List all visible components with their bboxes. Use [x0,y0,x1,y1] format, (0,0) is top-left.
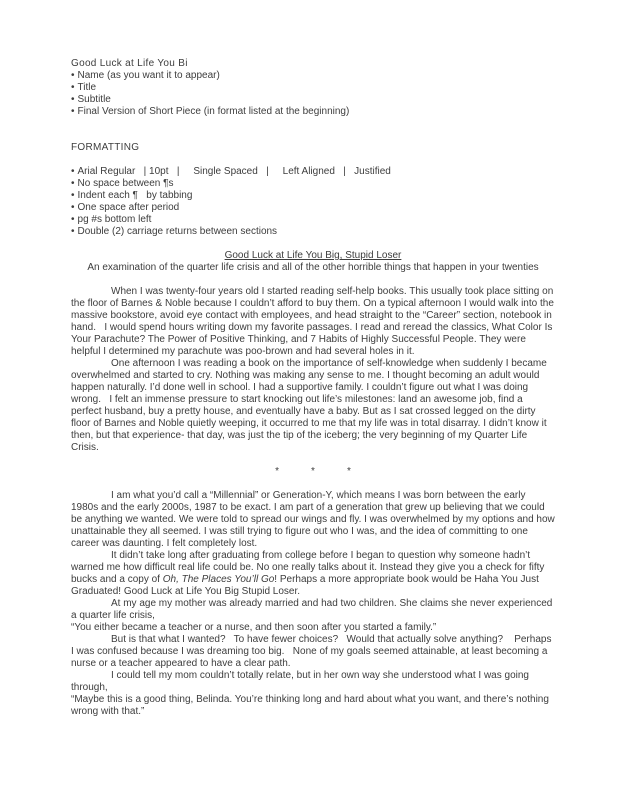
piece-body [71,286,558,718]
formatting-rule [71,214,555,226]
bullet-icon: • [71,82,75,93]
formatting-rule [71,166,555,178]
checklist-item-label: Final Version of Short Piece (in format listed at the beginning) [77,106,350,117]
paragraph-text: It didn’t take long after graduating from college before I began to question why someone hadn’t warned me how difficult real life could be. No one really talks about it. Instead they give you a check for fifty bucks and a copy of [71,550,548,585]
formatting-rule [71,226,555,238]
document-content [71,58,558,718]
bullet-icon: • [71,70,75,81]
formatting-rule [71,202,555,214]
bullet-icon: • [71,214,75,225]
formatting-rules [71,166,555,238]
paragraph-text: One afternoon I was reading a book on the importance of self-knowledge when suddenly I became overwhelmed and started to cry. Nothing was making any sense to me. I thought becoming an adult would happen naturally. I’d done well in school. I had a supportive family. I couldn’t figure out what I was doing wrong. I felt an immense pressure to start knocking out life’s milestones: land an awesome job, find a perfect husband, buy a pretty house, and eventually have a baby. But as I sat crossed legged on the dirty floor of Barnes and Noble quietly weeping, it occurred to me that my life was in total disarray. I didn’t know it then, but that experience- that day, was just the tip of the iceberg; the very beginning of my Quarter Life Crisis. [71,358,550,453]
paragraph [71,490,558,550]
checklist-item [71,106,555,118]
paragraph [71,670,555,694]
paragraph [71,358,555,454]
checklist-item-label: Title [77,82,97,93]
formatting-rule-label: One space after period [77,202,180,213]
bullet-icon: • [71,94,75,105]
paragraph-text: I could tell my mom couldn’t totally relate, but in her own way she understood what I was going through, [71,670,532,693]
separator-asterisk: * [275,466,280,477]
formatting-rule-label: No space between ¶s [77,178,174,189]
checklist-item [71,94,555,106]
formatting-rule [71,190,555,202]
separator-asterisk: * [311,466,315,477]
paragraph-text: ! Perhaps a more appropriate book would be Haha You Just Graduated! Good Luck at Life You Big Stupid Loser. [71,574,542,597]
paragraph-text: But is that what I wanted? To have fewer choices? Would that actually solve anything? Perhaps I was confused because I was dreaming too big. None of my goals seemed attainable, at least becoming a nurse or a teacher appeared to have a clear path. [71,634,555,669]
paragraph [71,286,555,358]
paragraph-text: “Maybe this is a good thing, Belinda. You’re thinking long and hard about what you want, and there’s nothing wrong with that.” [71,694,552,717]
formatting-rule [71,178,555,190]
formatting-rule-label: pg #s bottom left [77,214,152,225]
paragraph [71,550,555,598]
bullet-icon: • [71,190,75,201]
piece-title: Good Luck at Life You Big, Stupid Loser [224,250,402,261]
italic-book-title: Oh, The Places You’ll Go [162,574,275,585]
bullet-icon: • [71,106,75,117]
paragraph-text: I am what you’d call a “Millennial” or Generation-Y, which means I was born between the early 1980s and the early 2000s, 1987 to be exact. I am part of a generation that grew up believing that we could be anything we wanted. We were told to spread our wings and fly. I was overwhelmed by my options and how unattainable they all seemed. I was still trying to figure out who I was, and the idea of committing to one career was daunting. I felt completely lost. [71,490,558,549]
checklist-item-label: Name (as you want it to appear) [77,70,220,81]
paragraph-text: When I was twenty-four years old I started reading self-help books. This usually took place sitting on the floor of Barnes & Noble because I couldn’t afford to buy them. On a typical afternoon I would walk into the massive bookstore, avoid eye contact with employees, and head straight to the “Career” section, notebook in hand. I would spend hours writing down my favorite passages. I read and reread the classics, What Color Is Your Parachute? The Power of Positive Thinking, and 7 Habits of Highly Successful People. They were helpful I determined my parachute was poo-brown and had several holes in it. [71,286,557,357]
formatting-rule-label: Arial Regular | 10pt | Single Spaced | Left Aligned | Justified [77,166,391,177]
paragraph [71,622,555,634]
separator-asterisk: * [346,466,351,477]
piece-subtitle: An examination of the quarter life crisis and all of the other horrible things that happen in your twenties [87,262,539,273]
bullet-icon: • [71,178,75,189]
formatting-rule-label: Double (2) carriage returns between sections [77,226,278,237]
bullet-icon: • [71,226,75,237]
paragraph [71,598,555,622]
checklist-item [71,82,555,94]
paragraph [71,694,555,718]
checklist-item [71,70,555,82]
formatting-heading: FORMATTING [71,142,140,153]
section-separator [71,466,555,478]
bullet-icon: • [71,166,75,177]
paragraph [71,634,555,670]
formatting-rule-label: Indent each ¶ by tabbing [77,190,193,201]
header-checklist [71,70,555,118]
bullet-icon: • [71,202,75,213]
paragraph-text: At my age my mother was already married and had two children. She claims she never experienced a quarter life crisis, [71,598,556,621]
checklist-item-label: Subtitle [77,94,111,105]
assignment-title: Good Luck at Life You Bi [71,58,188,69]
paragraph-text: “You either became a teacher or a nurse, and then soon after you started a family.” [71,622,437,633]
